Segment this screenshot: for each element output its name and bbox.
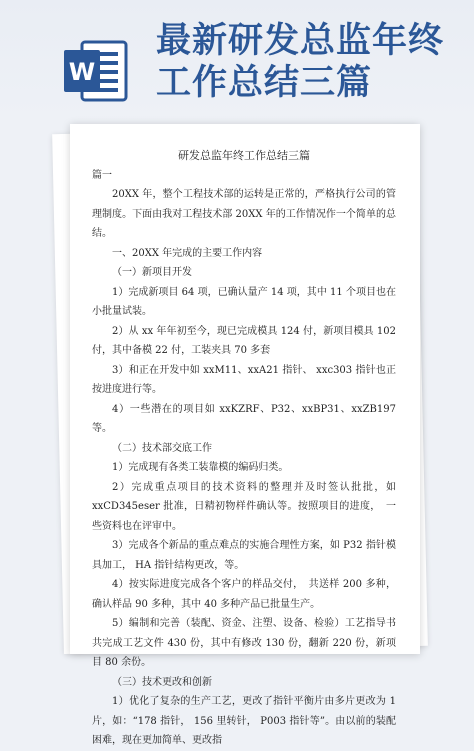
document-body [92, 166, 396, 751]
document-title: 研发总监年终工作总结三篇 [178, 149, 310, 162]
page-title [156, 20, 444, 104]
word-icon-letter: W [68, 58, 96, 86]
document-paragraph: 5）编制和完善（装配、资金、注塑、设备、检验）工艺指导书共完成工艺文件 430 份，其中有修改 130 份，翻新 220 份，新项目 80 余份。 [92, 618, 396, 668]
word-icon [62, 38, 130, 104]
document-page [70, 124, 420, 746]
document-paragraph: 一、20XX 年完成的主要工作内容 [112, 247, 263, 259]
document-paragraph: 2）从 xx 年年初至今，现已完成模具 124 付，新项目模具 102 付，其中备模 22 付，工装夹具 70 多套 [92, 325, 396, 356]
document-paragraph: （三）技术更改和创新 [112, 676, 212, 688]
document-paragraph: （一）新项目开发 [112, 267, 192, 278]
document-paragraph: 1）完成现有各类工装靠模的编码归类。 [112, 462, 289, 473]
document-paragraph: 4）按实际进度完成各个客户的样品交付， 共送样 200 多种，确认样品 90 多种，其中 40 多种产品已批量生产。 [92, 579, 396, 610]
document-paragraph: 2）完成重点项目的技术资料的整理并及时签认批批，如 xxCD345eser 批准，日精初物样件确认等。按照项目的进度， 一些资料也在评审中。 [92, 481, 396, 532]
document-paragraph: 3）和正在开发中如 xxM11、xxA21 指针、 xxc303 指针也正按进度进行等。 [92, 364, 396, 395]
document-paragraph: 篇一 [92, 169, 112, 181]
document-paragraph: 1）优化了复杂的生产工艺，更改了指针平衡片由多片更改为 1 片，如：“178 指针， 156 里转针， P003 指针等”。由以前的装配困难，现在更加简单、更改指 [92, 696, 396, 746]
document-paragraph: 1）完成新项目 64 项，已确认量产 14 项，其中 11 个项目也在小批量试装。 [92, 286, 396, 317]
page-title-line-2: 工作总结三篇 [156, 63, 373, 103]
page-title-line-1: 最新研发总监年终 [156, 21, 445, 61]
document-paragraph: （二）技术部交底工作 [112, 442, 212, 454]
document-paragraph: 3）完成各个新品的重点难点的实施合理性方案，如 P32 指针模具加工， HA 指针结构更改，等。 [92, 540, 396, 571]
document-paragraph: 20XX 年，整个工程技术部的运转是正常的，严格执行公司的管理制度。下面由我对工程技术部 20XX 年的工作情况作一个简单的总结。 [92, 189, 396, 239]
document-paragraph: 4）一些潜在的项目如 xxKZRF、P32、xxBP31、xxZB197 等。 [92, 403, 396, 434]
